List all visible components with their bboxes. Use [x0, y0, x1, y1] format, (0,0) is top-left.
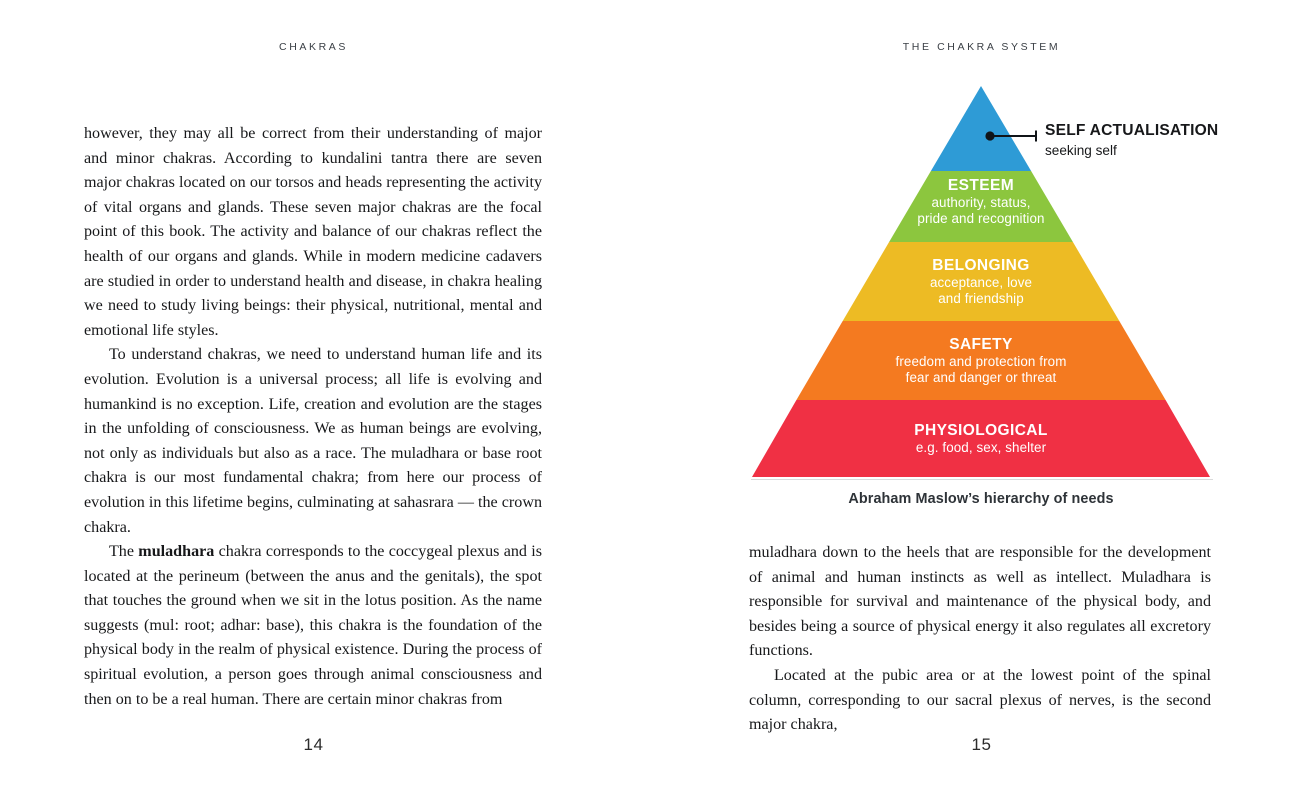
figure-caption: Abraham Maslow’s hierarchy of needs: [848, 491, 1114, 507]
pyramid-tier-physiological: [752, 400, 1210, 477]
tier-title-belonging: BELONGING: [932, 257, 1030, 274]
running-head-right: THE CHAKRA SYSTEM: [902, 41, 1061, 53]
paragraph-text-after: chakra corresponds to the coccygeal plexus and is located at the perineum (between the anus and the genitals), the spot that touches the ground when we sit in the lotus position. As the name suggests (mul: root; adhar: base), this chakra is the foundation of the physical body in the realm of physical existence. During the process of spiritual evolution, a person goes through animal consciousness and then on to be a real human. There are certain minor chakras from: [84, 543, 542, 708]
tier-subtitle-physiological-line1: e.g. food, sex, shelter: [915, 440, 1047, 455]
figure-divider: [751, 479, 1213, 480]
paragraph: Located at the pubic area or at the lowest point of the spinal column, corresponding to our sacral plexus of nerves, is the second major chakra,: [749, 666, 1211, 734]
callout-self-actualisation: [1045, 122, 1218, 160]
running-head-left: CHAKRAS: [279, 41, 348, 53]
tier-subtitle-safety-line1: freedom and protection from: [895, 354, 1067, 369]
pyramid-tier-safety: [796, 321, 1165, 400]
tier-subtitle-belonging-line2: and friendship: [938, 291, 1024, 307]
pyramid-tier-belonging: [843, 242, 1120, 321]
pyramid-tier-esteem: [889, 171, 1073, 242]
paragraph: To understand chakras, we need to understand human life and its evolution. Evolution is a universal process; all life is evolving and humankind is no exception. Life, creation and evolution are the stages in the unfolding of consciousness. We as human beings are evolving, not only as individuals but also as a race. The muladhara or base root chakra is our most fundamental chakra; from here our process of evolution in this lifetime begins, culminating at sahasrara — the crown chakra.: [84, 346, 542, 536]
tier-title-physiological: PHYSIOLOGICAL: [914, 422, 1048, 439]
tier-subtitle-esteem-line1: authority, status,: [931, 195, 1031, 210]
tier-subtitle-safety-line2: fear and danger or threat: [905, 370, 1057, 386]
tier-title-safety: SAFETY: [949, 336, 1013, 353]
paragraph: however, they may all be correct from their understanding of major and minor chakras. According to kundalini tantra there are seven major chakras located on our torsos and heads representing the activity of vital organs and glands. These seven major chakras are the focal point of this book. The activity and balance of our chakras reflect the health of our organs and glands. While in modern medicine cadavers are studied in order to understand health and disease, in chakra healing we need to study living beings: their physical, nutritional, mental and emotional life styles.: [84, 125, 542, 339]
tier-subtitle-belonging-line1: acceptance, love: [929, 275, 1033, 290]
page-number-left: 14: [303, 735, 324, 754]
callout-title: SELF ACTUALISATION: [1045, 122, 1219, 139]
page-number-right: 15: [971, 735, 992, 754]
callout-leader-line-icon: [985, 127, 1039, 145]
pyramid-diagram: [749, 80, 1219, 480]
paragraph: muladhara down to the heels that are responsible for the development of animal and human instincts as well as intellect. Muladhara is responsible for survival and maintenance of the physical body, and besides being a source of physical energy it also regulates all excretory functions.: [749, 544, 1211, 660]
tier-subtitle-esteem-line2: pride and recognition: [917, 211, 1045, 227]
body-text-right: [749, 541, 1211, 738]
paragraph-muladhara: [84, 540, 542, 712]
term-muladhara: muladhara: [138, 543, 215, 561]
body-text-left: [84, 122, 542, 712]
paragraph-text-before: The: [108, 543, 139, 561]
tier-title-esteem: ESTEEM: [947, 177, 1015, 194]
callout-subtitle: seeking self: [1045, 143, 1117, 158]
maslow-hierarchy-figure: [749, 80, 1219, 520]
